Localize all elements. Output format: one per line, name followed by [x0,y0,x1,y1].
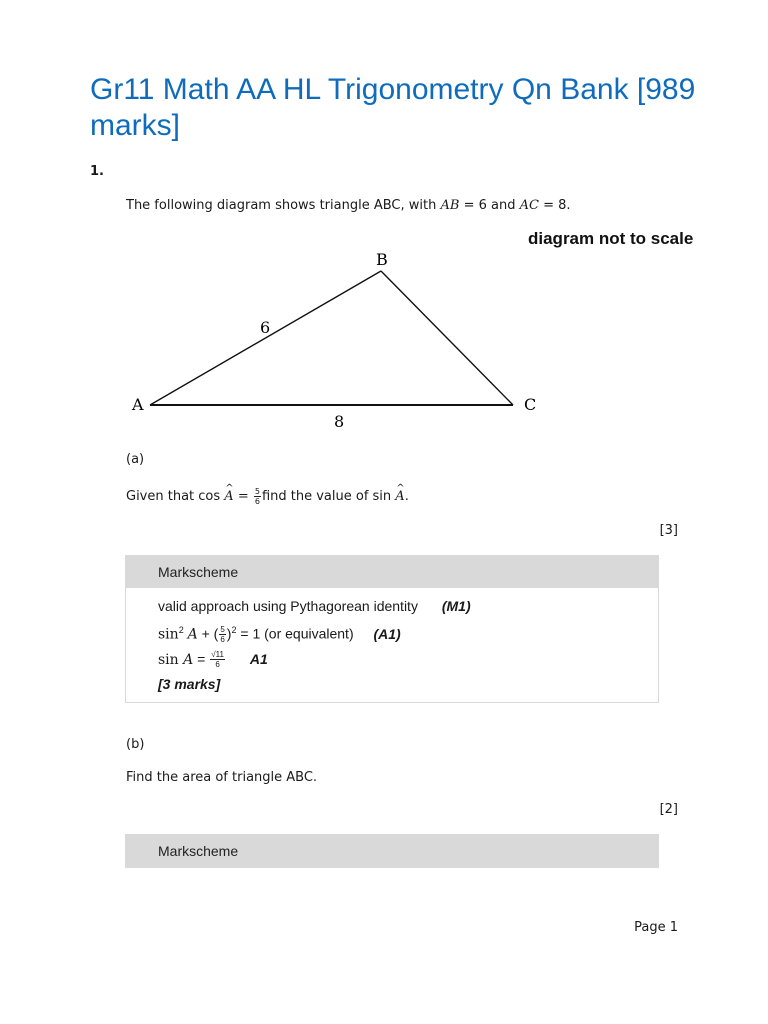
question-number: 1. [90,164,104,179]
ms-line2-fraction [219,625,225,644]
part-a-given: Given that cos [126,489,225,504]
vertex-a-label: A [132,395,144,414]
part-a-end: . [404,489,409,504]
ms-line2-denominator: 6 [220,635,225,645]
intro-text: The following diagram shows triangle ABC, with [126,198,441,213]
part-a-label: (a) [126,452,145,467]
ms-line2-plus: + ( [197,625,219,642]
ms-line3-denominator: 6 [215,660,220,670]
part-b-marks: [2] [659,802,678,817]
markscheme-line-3 [158,647,658,672]
ms-line2-close: ) [226,625,232,642]
part-a-find: find the value of sin [261,489,396,504]
markscheme-box-a [125,555,659,703]
markscheme-total: [3 marks] [158,675,221,692]
ms-line3-var: A [183,651,194,668]
ms-line2-mark: (A1) [373,625,401,642]
ms-line3-fraction [210,650,225,669]
ms-line2-rest: = 1 (or equivalent) [236,625,354,642]
markscheme-header[interactable]: Markscheme [126,556,658,588]
vertex-c-label: C [524,395,537,414]
ms-line3-numerator: √11 [211,650,224,660]
part-a-question [126,487,409,506]
markscheme-line-2 [158,618,658,647]
ms-line3-mark: A1 [249,650,268,667]
intro-ab: AB [440,198,460,213]
triangle-diagram [126,246,566,436]
intro-ac-value: = 8. [538,198,571,213]
ms-line2-exponent: 2 [231,625,237,635]
side-ac-label: 8 [334,412,345,431]
markscheme-header-b[interactable]: Markscheme [126,835,658,867]
part-b-label: (b) [126,737,145,752]
ms-line2-sup: 2 [178,625,184,635]
document-title: Gr11 Math AA HL Trigonometry Qn Bank [989 marks] [90,73,696,142]
ms-line1-mark: (M1) [441,598,471,614]
part-b-question: Find the area of triangle ABC. [126,770,318,785]
question-intro [126,197,571,215]
vertex-b-label: B [376,250,388,269]
side-ab [150,271,381,405]
markscheme-content [126,588,658,702]
fraction-denominator: 6 [254,497,260,506]
part-a-var: ^ A [224,488,233,506]
ms-line2-numerator: 5 [220,625,225,635]
part-a-eq: = [233,489,253,504]
markscheme-box-b [125,834,659,868]
part-a-fraction [254,487,261,506]
intro-ab-value: = 6 and [459,198,520,213]
ms-line2-var: A [187,626,198,643]
markscheme-line-1 [158,594,658,618]
side-bc [381,271,513,405]
side-ab-label: 6 [260,318,271,337]
ms-line3-eq: = [193,650,210,667]
part-a-var-2: ^ A [395,488,404,506]
part-a-marks: [3] [659,523,678,538]
diagram-caption: diagram not to scale [528,229,694,248]
ms-line3-sin: sin [158,651,184,668]
ms-line1-text: valid approach using Pythagorean identity [158,598,418,614]
fraction-numerator: 5 [254,487,260,496]
page-number: Page 1 [634,920,678,935]
ms-line2-sin: sin [158,626,179,643]
intro-ac: AC [519,198,539,213]
